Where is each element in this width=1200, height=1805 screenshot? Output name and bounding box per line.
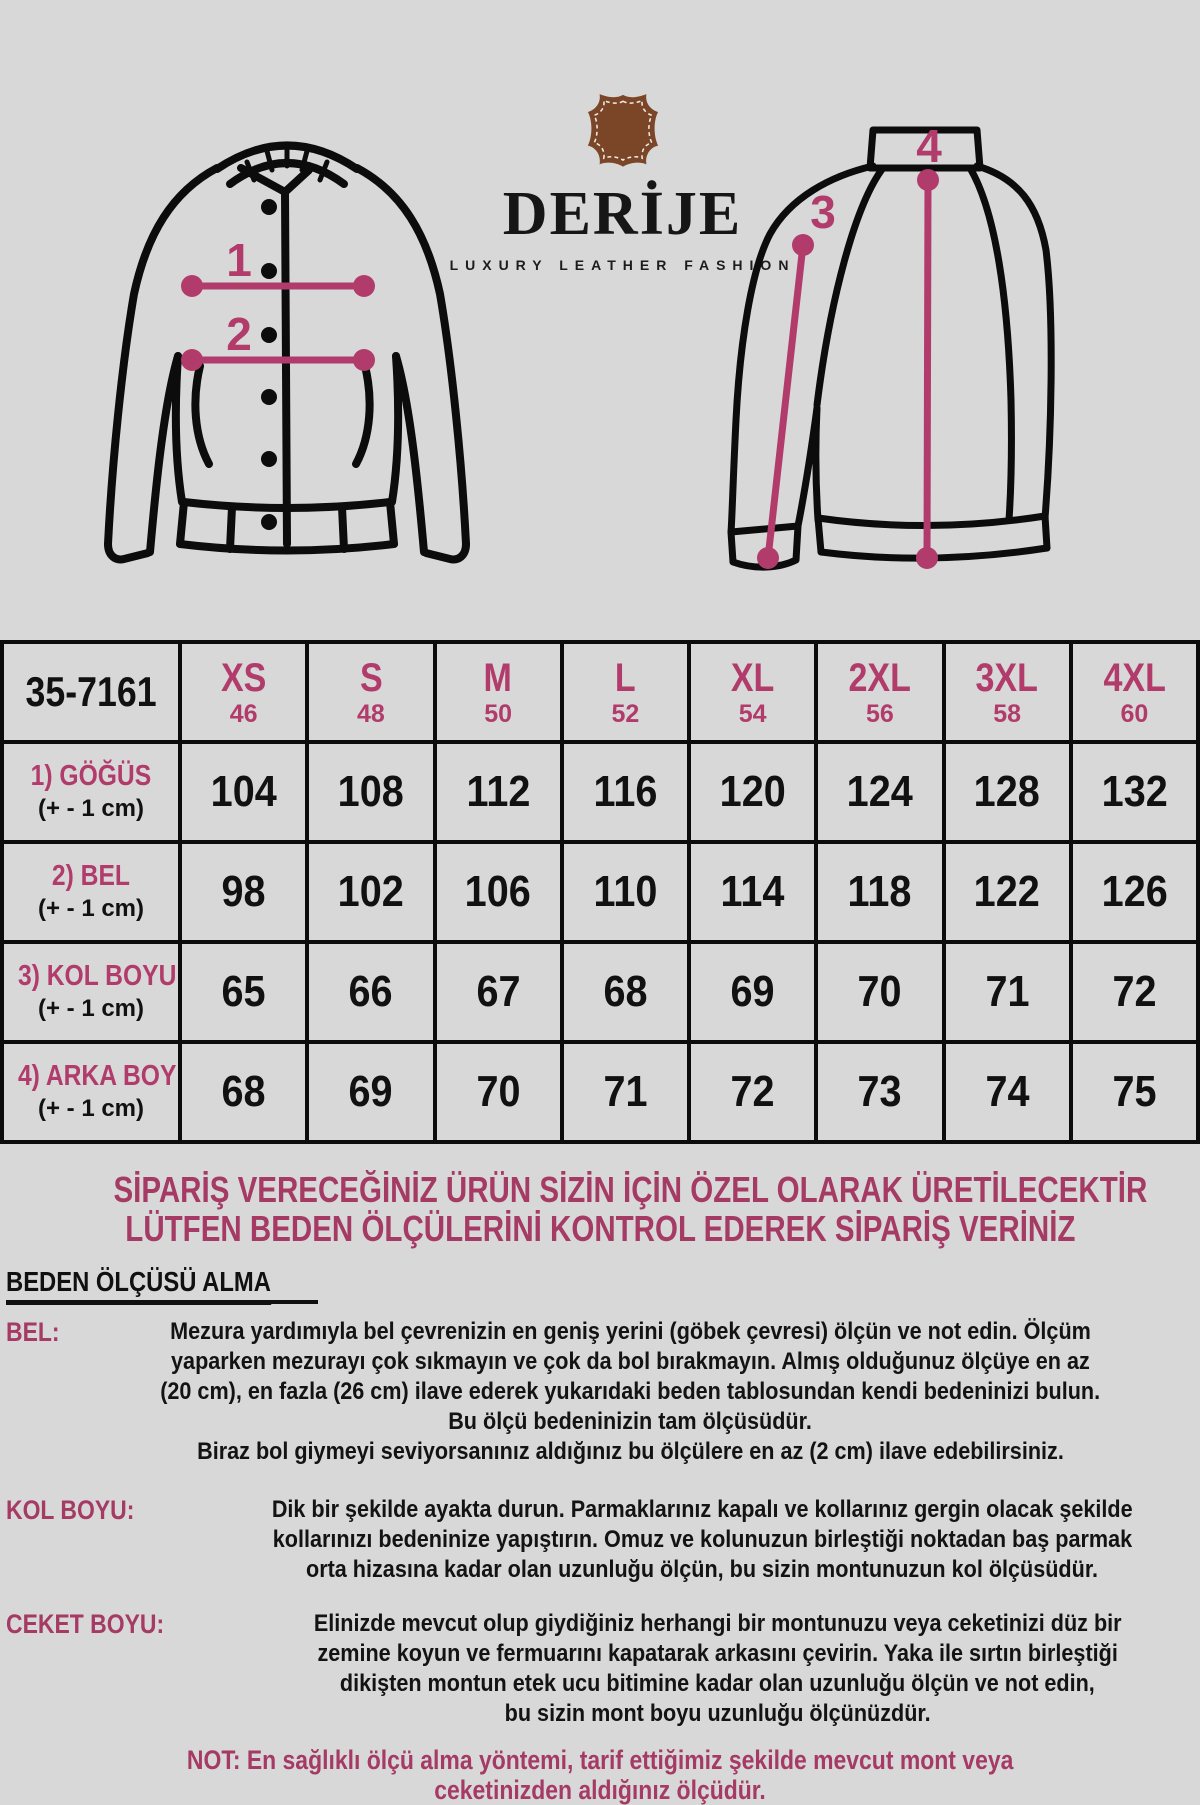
back-length-value: 73	[857, 1067, 902, 1116]
value-cell	[180, 742, 307, 842]
guide-heading: BEDEN ÖLÇÜSÜ ALMA	[6, 1266, 271, 1305]
sleeve-value: 65	[221, 967, 266, 1016]
sleeve-measurement-number: 3	[810, 186, 836, 238]
value-cell	[307, 942, 434, 1042]
ceket-boyu-line	[235, 1669, 1200, 1699]
back-left-body-side	[816, 408, 818, 520]
size-header-cell	[689, 642, 816, 742]
ceket-boyu-line-text: dikişten montun etek ucu bitimine kadar olan uzunluğu ölçün ve not edin,	[340, 1670, 1095, 1697]
ceket-boyu-label	[6, 1609, 192, 1639]
waist-value: 126	[1101, 867, 1168, 916]
chest-value: 124	[846, 767, 913, 816]
front-left-pocket	[195, 366, 209, 464]
bel-line	[60, 1317, 1200, 1347]
chest-value: 108	[337, 767, 404, 816]
chest-value: 132	[1101, 767, 1168, 816]
guide-section-bel	[0, 1317, 1200, 1467]
brand-name: DERİJE	[502, 180, 743, 248]
value-cell	[1071, 742, 1198, 842]
sleeve-value: 71	[985, 967, 1030, 1016]
model-code: 35-7161	[25, 668, 157, 715]
bel-label-text: BEL:	[6, 1317, 60, 1347]
bel-line-text: Bu ölçü bedeninizin tam ölçüsüdür.	[448, 1408, 812, 1435]
table-row-waist	[2, 842, 1198, 942]
back-length-value: 68	[221, 1067, 266, 1116]
size-header-cell	[307, 642, 434, 742]
bel-label	[6, 1317, 69, 1347]
guide-section-kol-boyu	[0, 1495, 1200, 1585]
back-length-value: 69	[348, 1067, 393, 1116]
back-length-value: 75	[1112, 1067, 1157, 1116]
bel-line	[60, 1377, 1200, 1407]
back-length-value: 72	[730, 1067, 775, 1116]
waist-line-dot	[353, 349, 375, 371]
chest-line-dot	[181, 275, 203, 297]
kol-boyu-line	[205, 1525, 1200, 1555]
value-cell	[307, 1042, 434, 1142]
value-cell	[435, 742, 562, 842]
value-cell	[816, 842, 943, 942]
size-eu: 54	[738, 699, 767, 728]
size-header-cell	[435, 642, 562, 742]
bel-line	[60, 1407, 1200, 1437]
waist-measurement-number: 2	[226, 308, 252, 360]
waist-value: 118	[847, 867, 912, 916]
chest-value: 116	[593, 767, 658, 816]
value-cell	[944, 1042, 1071, 1142]
guide-heading-wrap	[6, 1266, 1200, 1305]
front-button	[261, 327, 277, 343]
row-label-cell	[2, 942, 180, 1042]
value-cell	[435, 942, 562, 1042]
kol-boyu-line-text: Dik bir şekilde ayakta durun. Parmaklarınız kapalı ve kollarınız gergin olacak şekilde	[272, 1496, 1133, 1523]
value-cell	[816, 942, 943, 1042]
note-line	[0, 1745, 1200, 1775]
order-notice-line1	[0, 1170, 1200, 1209]
value-cell	[944, 942, 1071, 1042]
waist-value: 114	[720, 867, 785, 916]
ceket-boyu-line-text: bu sizin mont boyu uzunluğu ölçünüzdür.	[504, 1700, 931, 1727]
kol-boyu-line-text: orta hizasına kadar olan uzunluğu ölçün, bu sizin montunuzun kol ölçüsüdür.	[306, 1556, 1099, 1583]
row-label-cell	[2, 842, 180, 942]
table-row-chest	[2, 742, 1198, 842]
size-label: 3XL	[975, 655, 1039, 700]
size-label: XS	[220, 655, 267, 700]
back-length-value: 70	[476, 1067, 521, 1116]
row-tolerance: (+ - 1 cm)	[37, 795, 145, 823]
guide-section-ceket-boyu	[0, 1609, 1200, 1729]
back-left-sleeve-outer	[731, 166, 873, 532]
row-label: 2) BEL	[51, 859, 131, 892]
value-cell	[562, 942, 689, 1042]
front-button	[261, 451, 277, 467]
waist-value: 106	[465, 867, 532, 916]
bel-line	[60, 1437, 1200, 1467]
waist-value: 98	[221, 867, 266, 916]
bel-line-text: (20 cm), en fazla (26 cm) ilave ederek yukarıdaki beden tablosundan kendi bedeninizi bulun.	[160, 1378, 1100, 1405]
size-eu: 60	[1120, 699, 1149, 728]
row-tolerance: (+ - 1 cm)	[37, 995, 145, 1023]
size-eu: 52	[611, 699, 640, 728]
ceket-boyu-line-text: Elinizde mevcut olup giydiğiniz herhangi bir montunuzu veya ceketinizi düz bir	[313, 1610, 1122, 1637]
value-cell	[816, 742, 943, 842]
front-right-cuff	[426, 544, 466, 559]
front-jacket-drawing	[72, 104, 482, 574]
ceket-boyu-line-text: zemine koyun ve fermuarını kapatarak arkasını çevirin. Yaka ile sırtın birleştiği	[317, 1640, 1118, 1667]
table-row-back-length	[2, 1042, 1198, 1142]
value-cell	[435, 842, 562, 942]
ceket-boyu-line	[235, 1639, 1200, 1669]
bel-line-text: Biraz bol giymeyi seviyorsanınız aldığınız bu ölçülere en az (2 cm) ilave edebilirsiniz.	[196, 1438, 1064, 1465]
row-label: 1) GÖĞÜS	[30, 759, 152, 792]
front-button	[261, 263, 277, 279]
row-label: 4) ARKA BOY	[17, 1059, 177, 1092]
front-left-body-side	[176, 356, 182, 502]
row-label: 3) KOL BOYU	[17, 959, 177, 992]
value-cell	[689, 742, 816, 842]
order-notice	[0, 1170, 1200, 1248]
row-label-cell	[2, 1042, 180, 1142]
value-cell	[562, 842, 689, 942]
row-tolerance: (+ - 1 cm)	[37, 895, 145, 923]
size-label: 4XL	[1103, 655, 1166, 700]
kol-boyu-line-text: kollarınızı bedeninize yapıştırın. Omuz ve kolunuzun birleştiği noktadan baş parmak	[272, 1526, 1133, 1553]
chest-measurement-number: 1	[226, 234, 252, 286]
value-cell	[307, 742, 434, 842]
value-cell	[689, 1042, 816, 1142]
chest-value: 104	[210, 767, 277, 816]
kol-boyu-label-text: KOL BOYU:	[6, 1495, 135, 1525]
bel-line-text: Mezura yardımıyla bel çevrenizin en geniş yerini (göbek çevresi) ölçün ve not edin. Ölçüm	[169, 1318, 1091, 1345]
size-header-cell	[944, 642, 1071, 742]
chest-value: 128	[974, 767, 1041, 816]
kol-boyu-line	[205, 1495, 1200, 1525]
sleeve-value: 66	[348, 967, 393, 1016]
chest-value: 112	[466, 767, 531, 816]
value-cell	[1071, 942, 1198, 1042]
waist-value: 122	[974, 867, 1041, 916]
size-label: L	[614, 655, 636, 700]
value-cell	[1071, 1042, 1198, 1142]
order-notice-text: SİPARİŞ VERECEĞİNİZ ÜRÜN SİZİN İÇİN ÖZEL OLARAK ÜRETİLECEKTİR	[113, 1169, 1148, 1210]
size-table	[0, 640, 1200, 1144]
back-length-value: 74	[985, 1067, 1030, 1116]
note-line	[0, 1775, 1200, 1805]
front-right-pocket	[356, 366, 370, 464]
order-notice-text: LÜTFEN BEDEN ÖLÇÜLERİNİ KONTROL EDEREK SİPARİŞ VERİNİZ	[124, 1208, 1076, 1249]
back-hem-top	[818, 516, 1045, 526]
value-cell	[180, 942, 307, 1042]
size-header-cell	[562, 642, 689, 742]
size-eu: 48	[356, 699, 385, 728]
sleeve-line-dot	[757, 547, 779, 569]
value-cell	[816, 1042, 943, 1142]
value-cell	[435, 1042, 562, 1142]
size-eu: 50	[484, 699, 513, 728]
back-length-measurement-number: 4	[916, 120, 942, 172]
value-cell	[944, 842, 1071, 942]
brand-tagline: LUXURY LEATHER FASHION	[449, 257, 796, 273]
sleeve-value: 72	[1112, 967, 1157, 1016]
front-left-cuff	[108, 544, 148, 559]
size-eu: 56	[865, 699, 894, 728]
back-length-line-dot	[917, 169, 939, 191]
order-notice-line2	[0, 1209, 1200, 1248]
front-button	[261, 199, 277, 215]
value-cell	[562, 1042, 689, 1142]
size-eu: 58	[993, 699, 1022, 728]
size-table-header-row	[2, 642, 1198, 742]
back-length-measurement-line	[927, 180, 928, 558]
value-cell	[180, 1042, 307, 1142]
front-right-body-side	[392, 356, 398, 502]
value-cell	[689, 842, 816, 942]
sleeve-value: 69	[730, 967, 775, 1016]
back-jacket-drawing	[640, 100, 1060, 580]
waist-value: 110	[593, 867, 658, 916]
waist-value: 102	[337, 867, 404, 916]
value-cell	[307, 842, 434, 942]
bel-line	[60, 1347, 1200, 1377]
sleeve-value: 70	[857, 967, 902, 1016]
value-cell	[944, 742, 1071, 842]
bel-line-text: yaparken mezurayı çok sıkmayın ve çok da bol bırakmayın. Almış olduğunuz ölçüye en az	[170, 1348, 1090, 1375]
header-diagram-section	[0, 0, 1200, 640]
front-button	[261, 389, 277, 405]
size-header-cell	[180, 642, 307, 742]
ceket-boyu-line	[235, 1609, 1200, 1639]
back-right-raglan-seam	[970, 168, 1011, 520]
chest-value: 120	[719, 767, 786, 816]
kol-boyu-line	[205, 1555, 1200, 1585]
value-cell	[1071, 842, 1198, 942]
size-label: M	[483, 655, 513, 700]
size-header-cell	[1071, 642, 1198, 742]
sleeve-value: 68	[603, 967, 648, 1016]
front-placket	[285, 192, 287, 544]
note-line-text: ceketinizden aldığınız ölçüdür.	[434, 1775, 766, 1805]
back-length-line-dot	[916, 547, 938, 569]
row-tolerance: (+ - 1 cm)	[37, 1095, 145, 1123]
value-cell	[689, 942, 816, 1042]
sleeve-value: 67	[476, 967, 521, 1016]
size-label: S	[359, 655, 383, 700]
model-code-cell	[2, 642, 180, 742]
note-block	[0, 1745, 1200, 1805]
chest-line-dot	[353, 275, 375, 297]
value-cell	[562, 742, 689, 842]
size-header-cell	[816, 642, 943, 742]
front-button	[261, 514, 277, 530]
size-eu: 46	[229, 699, 258, 728]
kol-boyu-label	[6, 1495, 157, 1525]
table-row-sleeve	[2, 942, 1198, 1042]
ceket-boyu-line	[235, 1699, 1200, 1729]
ceket-boyu-label-text: CEKET BOYU:	[6, 1609, 165, 1639]
note-line-text: NOT: En sağlıklı ölçü alma yöntemi, tarif ettiğimiz şekilde mevcut mont veya	[186, 1745, 1014, 1775]
front-neck-v	[241, 168, 309, 192]
size-label: XL	[730, 655, 775, 700]
row-label-cell	[2, 742, 180, 842]
waist-line-dot	[181, 349, 203, 371]
value-cell	[180, 842, 307, 942]
size-label: 2XL	[848, 655, 912, 700]
back-length-value: 71	[603, 1067, 648, 1116]
